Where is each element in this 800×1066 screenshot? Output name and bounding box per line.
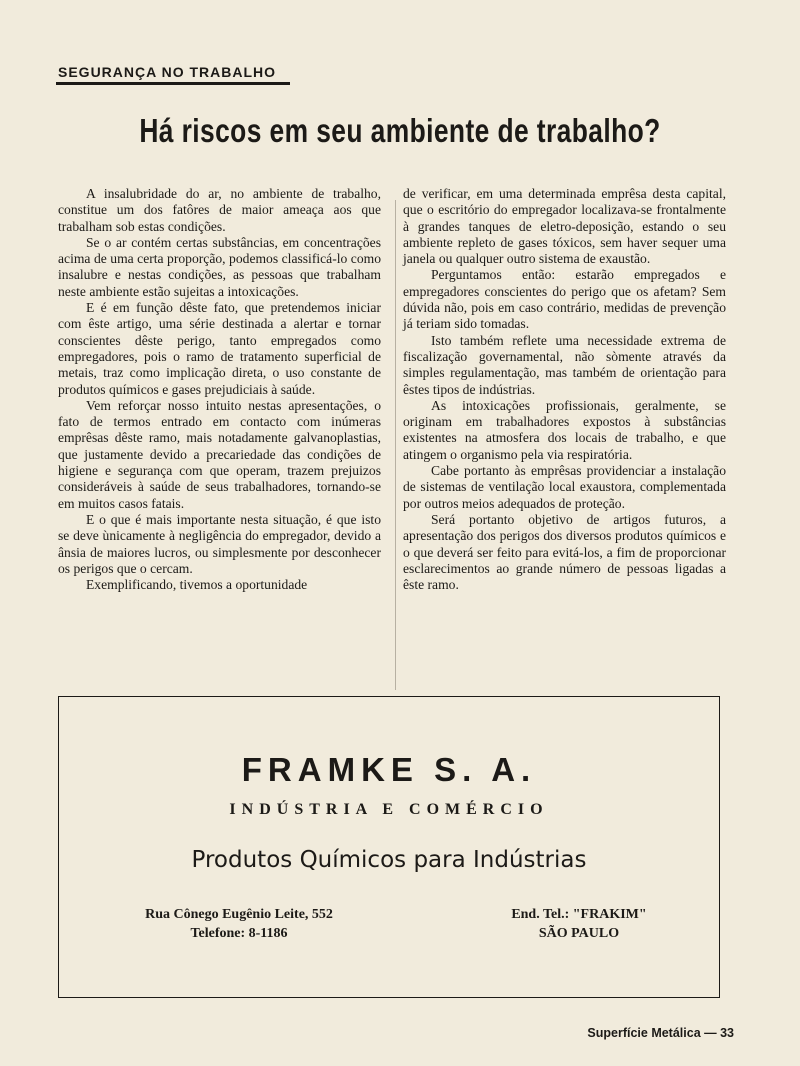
ad-products-line: Produtos Químicos para Indústrias <box>191 847 587 873</box>
paragraph: de verificar, em uma determinada emprêsa desta capital, que o escritório do empregador localizava-se frontalmente à grandes tanques de eletro-deposição, estando o seu ambiente repleto de gases tóxicos, sem haver sequer uma janela ou qualquer outro sistema de exaustão. <box>403 186 726 267</box>
ad-telegraph: End. Tel.: "FRAKIM" <box>511 907 647 922</box>
ad-address: Rua Cônego Eugênio Leite, 552 <box>145 907 333 922</box>
paragraph: A insalubridade do ar, no ambiente de trabalho, constitue um dos fatôres de maior ameaça aos que trabalham sob estas condições. <box>58 186 381 234</box>
column-divider <box>395 200 396 690</box>
ad-address-block <box>119 905 359 943</box>
advertisement-box <box>58 696 720 998</box>
ad-telegraph-block <box>479 905 679 943</box>
paragraph: Vem reforçar nosso intuito nestas apresentações, o fato de termos entrado em contacto com inúmeras emprêsas dêste ramo, mais notadamente galvanoplastias, que justamente devido a precariedade das condições de higiene e segurança com que operam, trazem prejuizos consideráveis à saúde de seus trabalhadores, tornando-se em muitos casos fatais. <box>58 397 381 511</box>
paragraph: E é em função dêste fato, que pretendemos iniciar com êste artigo, uma série destinada a alertar e tornar conscientes dêste perigo, tanto empregados como empregadores, pois o ramo de tratamento superficial de metais, traz como implicação direta, o uso constante de produtos químicos e gases prejudiciais à saúde. <box>58 300 381 397</box>
ad-city: SÃO PAULO <box>538 926 620 941</box>
page-footer: Superfície Metálica — 33 <box>587 1026 734 1040</box>
paragraph: E o que é mais importante nesta situação, é que isto se deve ùnicamente à negligência do empregador, devido a ânsia de maiores lucros, ou simplesmente por desconhecer os perigos que o cercam. <box>58 511 381 576</box>
paragraph: Perguntamos então: estarão empregados e empregadores conscientes do perigo que os afetam? Sem dúvida não, pois em caso contrário, medidas de prevenção já teriam sido tomadas. <box>403 267 726 332</box>
article-right-column <box>403 186 726 593</box>
article-title: Há riscos em seu ambiente de trabalho? <box>139 112 661 149</box>
ad-company-name: FRAMKE S. A. <box>241 751 537 788</box>
section-label: SEGURANÇA NO TRABALHO <box>58 64 277 80</box>
paragraph: Será portanto objetivo de artigos futuros, a apresentação dos perigos dos diversos produtos químicos e o que deverá ser feito para evitá-los, a fim de proporcionar esclarecimentos ao grande número de pessoas ligadas a êste ramo. <box>403 511 726 593</box>
paragraph: As intoxicações profissionais, geralmente, se originam em trabalhadores expostos à substâncias existentes na atmosfera dos locais de trabalho, e que atingem o organismo pela via respiratória. <box>403 397 726 462</box>
paragraph: Isto também reflete uma necessidade extrema de fiscalização governamental, não sòmente através da simples regulamentação, mas também de orientação para êstes tipos de indústrias. <box>403 332 726 397</box>
section-underline <box>56 82 290 85</box>
paragraph: Exemplificando, tivemos a oportunidade <box>86 577 308 593</box>
article-left-column <box>58 186 381 593</box>
paragraph: Cabe portanto às emprêsas providenciar a instalação de sistemas de ventilação local exaustora, complementada por outros meios adequados de proteção. <box>403 463 726 511</box>
ad-phone: Telefone: 8-1186 <box>190 926 288 941</box>
ad-subtitle: INDÚSTRIA E COMÉRCIO <box>229 801 549 818</box>
paragraph: Se o ar contém certas substâncias, em concentrações acima de uma certa proporção, podemos classificá-lo como insalubre e nestas condições, as pessoas que trabalham neste ambiente estão sujeitas a intoxicações. <box>58 234 381 299</box>
